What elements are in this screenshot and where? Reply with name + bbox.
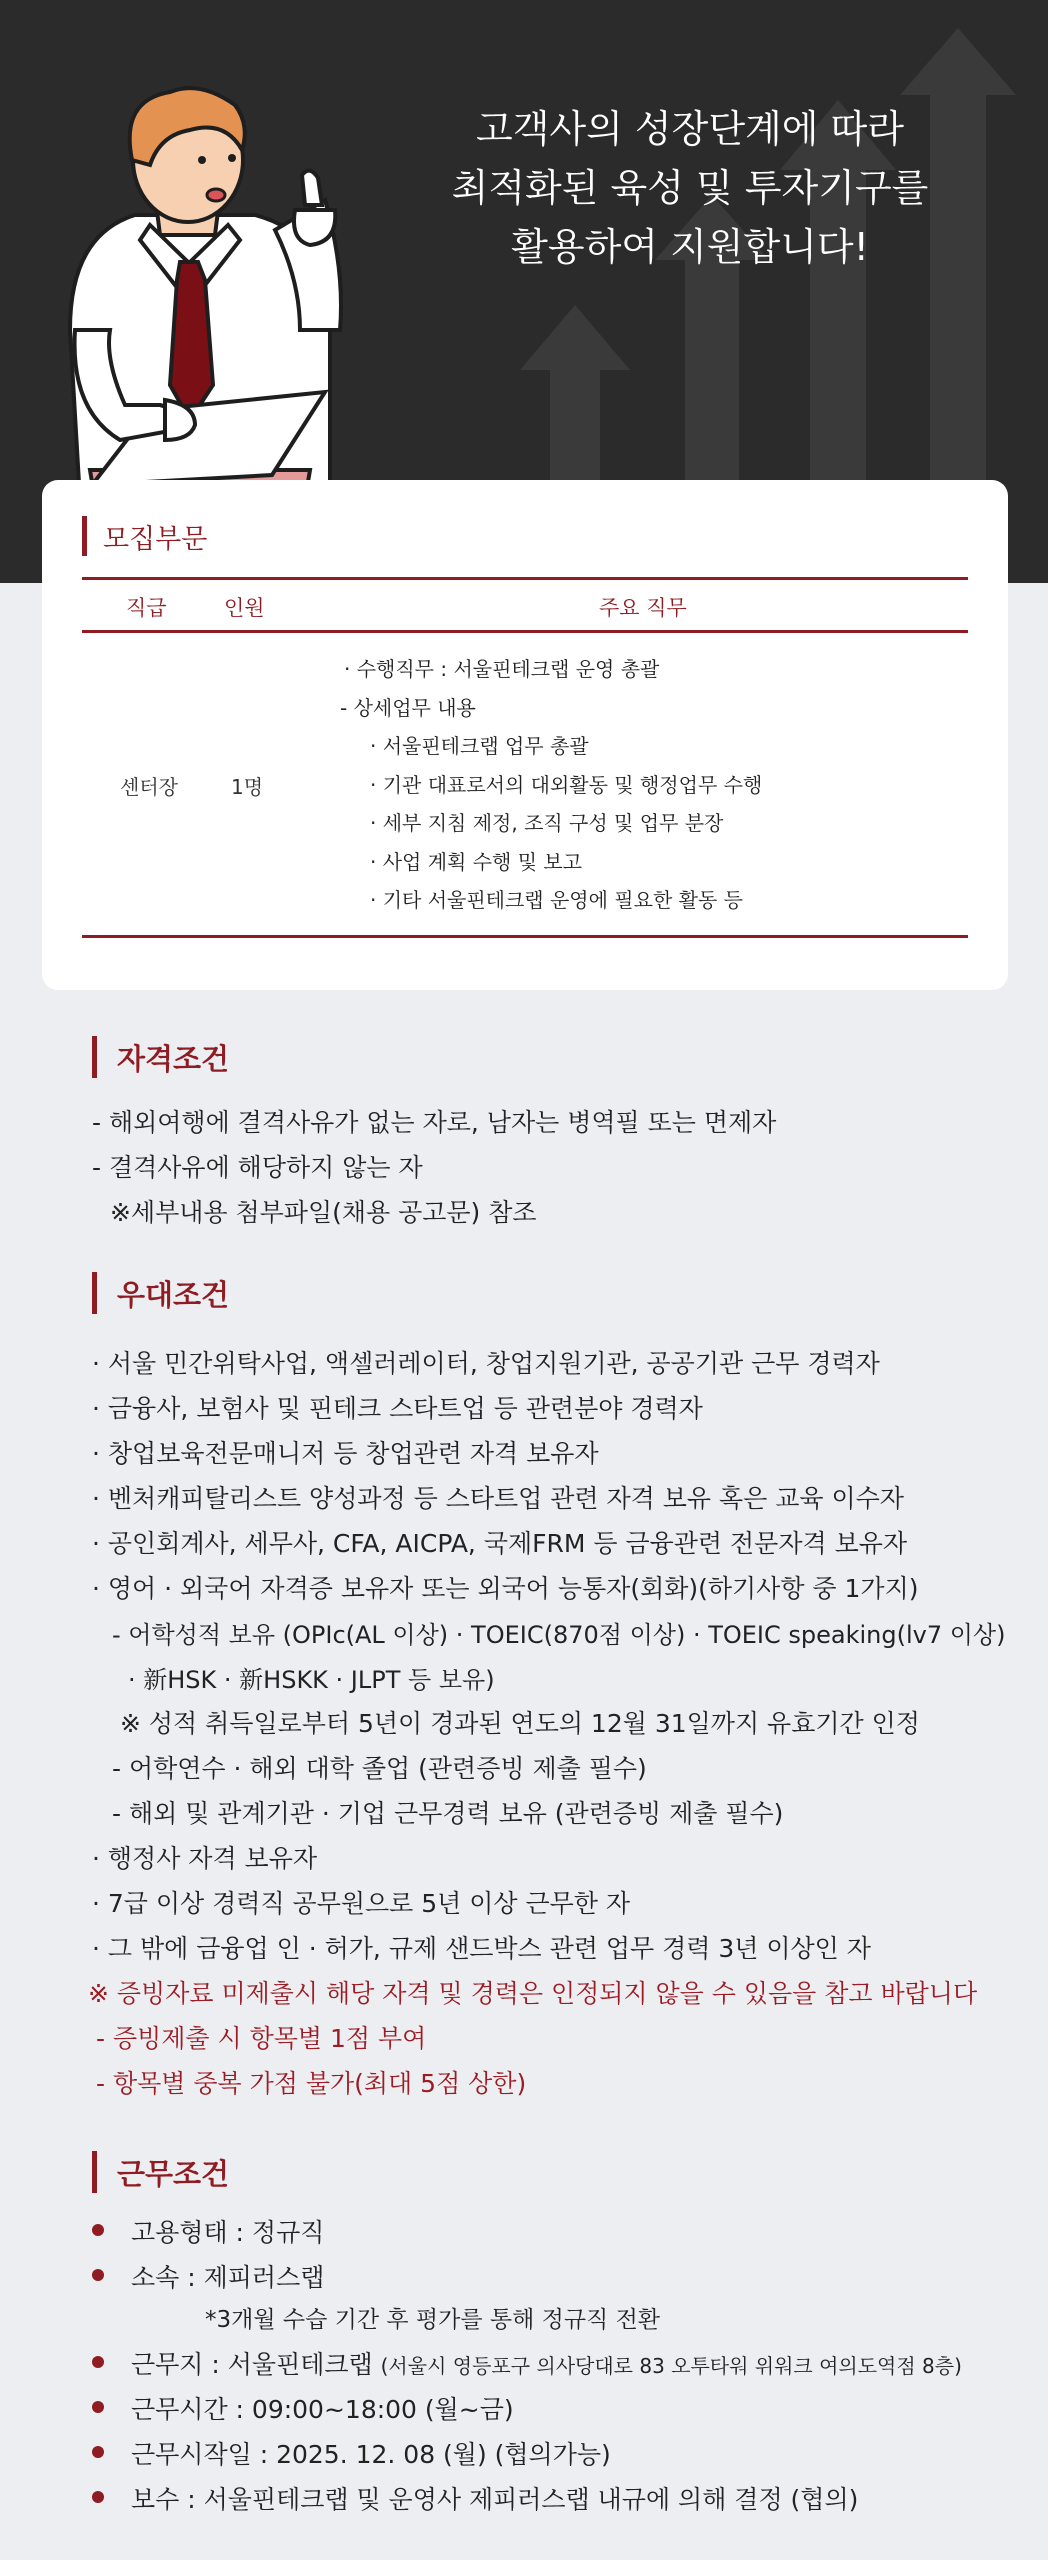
hero-headline bbox=[380, 100, 1000, 277]
table-header-row bbox=[82, 580, 968, 630]
preferences-title-text: 우대조건 bbox=[117, 1277, 230, 1312]
recruit-table bbox=[82, 577, 968, 938]
condition-item: 보수 : 서울핀테크랩 및 운영사 제피러스랩 내규에 의해 결정 (협의) bbox=[131, 2485, 859, 2514]
duty-item: · 기관 대표로서의 대외활동 및 행정업무 수행 bbox=[370, 773, 763, 797]
bullet-dot bbox=[92, 2269, 104, 2281]
bullet-dot bbox=[92, 2401, 104, 2413]
probation-note: *3개월 수습 기간 후 평가를 통해 정규직 전환 bbox=[205, 2307, 661, 2333]
preference-item: · 서울 민간위탁사업, 액셀러레이터, 창업지원기관, 공공기관 근무 경력자 bbox=[92, 1349, 880, 1378]
location-detail: (서울시 영등포구 의사당대로 83 오투타워 위워크 여의도역점 8층) bbox=[380, 2354, 962, 2378]
preference-item: · 공인회계사, 세무사, CFA, AICPA, 국제FRM 등 금융관련 전문자격 보유자 bbox=[92, 1529, 908, 1558]
preference-item: · 7급 이상 경력직 공무원으로 5년 이상 근무한 자 bbox=[92, 1889, 631, 1918]
qualifications-title-text: 자격조건 bbox=[117, 1041, 230, 1076]
duty-item: · 기타 서울핀테크랩 운영에 필요한 활동 등 bbox=[370, 888, 743, 912]
preference-subitem: - 어학성적 보유 (OPIc(AL 이상) · TOEIC(870점 이상) · TOEIC speaking(lv7 이상) bbox=[112, 1621, 1006, 1649]
title-accent-bar bbox=[92, 2151, 97, 2193]
conditions-title-text: 근무조건 bbox=[117, 2156, 230, 2191]
preference-item: · 그 밖에 금융업 인 · 허가, 규제 샌드박스 관련 업무 경력 3년 이상인 자 bbox=[92, 1934, 871, 1963]
evidence-note: - 항목별 중복 가점 불가(최대 5점 상한) bbox=[96, 2069, 527, 2098]
preference-subitem: - 어학연수 · 해외 대학 졸업 (관련증빙 제출 필수) bbox=[112, 1754, 647, 1783]
recruit-section-title bbox=[82, 516, 207, 556]
hero-line-3: 활용하여 지원합니다! bbox=[511, 225, 869, 269]
duty-item: · 서울핀테크랩 업무 총괄 bbox=[370, 734, 589, 758]
businessman-graphic bbox=[70, 88, 341, 500]
preference-item: · 창업보육전문매니저 등 창업관련 자격 보유자 bbox=[92, 1439, 599, 1468]
qualification-note: ※세부내용 첨부파일(채용 공고문) 참조 bbox=[110, 1198, 537, 1227]
location-label: 근무지 : 서울핀테크랩 bbox=[131, 2350, 373, 2379]
qualification-item: - 결격사유에 해당하지 않는 자 bbox=[92, 1153, 423, 1182]
duty-item: · 세부 지침 제정, 조직 구성 및 업무 분장 bbox=[370, 811, 724, 835]
qualification-item: - 해외여행에 결격사유가 없는 자로, 남자는 병역필 또는 면제자 bbox=[92, 1108, 777, 1137]
condition-item: 근무시간 : 09:00~18:00 (월~금) bbox=[131, 2395, 514, 2424]
preference-subnote: ※ 성적 취득일로부터 5년이 경과된 연도의 12월 31일까지 유효기간 인정 bbox=[120, 1709, 920, 1738]
evidence-notice: ※ 증빙자료 미제출시 해당 자격 및 경력은 인정되지 않을 수 있음을 참고 바랍니다 bbox=[88, 1979, 978, 2008]
title-accent-bar bbox=[82, 516, 87, 556]
table-row bbox=[82, 633, 968, 935]
preference-item: · 영어 · 외국어 자격증 보유자 또는 외국어 능통자(회화)(하기사항 중 1가지) bbox=[92, 1574, 919, 1603]
title-accent-bar bbox=[92, 1272, 97, 1314]
title-accent-bar bbox=[92, 1036, 97, 1078]
recruit-title-text: 모집부문 bbox=[103, 523, 208, 555]
preferences-title bbox=[92, 1272, 229, 1314]
preference-subitem: · 新HSK · 新HSKK · JLPT 등 보유) bbox=[128, 1666, 495, 1694]
cell-rank: 센터장 bbox=[120, 775, 178, 799]
duty-item: - 상세업무 내용 bbox=[340, 696, 476, 720]
header-duties: 주요 직무 bbox=[599, 596, 687, 620]
bullet-dot bbox=[92, 2491, 104, 2503]
conditions-section bbox=[92, 2151, 229, 2193]
condition-item: 소속 : 제피러스랩 bbox=[131, 2263, 325, 2292]
preference-subitem: - 해외 및 관계기관 · 기업 근무경력 보유 (관련증빙 제출 필수) bbox=[112, 1799, 784, 1828]
header-rank: 직급 bbox=[126, 596, 167, 620]
conditions-title bbox=[92, 2151, 229, 2193]
recruit-card bbox=[42, 480, 1008, 990]
preference-item: · 벤처캐피탈리스트 양성과정 등 스타트업 관련 자격 보유 혹은 교육 이수자 bbox=[92, 1484, 904, 1513]
bullet-dot bbox=[92, 2224, 104, 2236]
duty-item: · 사업 계획 수행 및 보고 bbox=[370, 850, 583, 874]
duty-item: · 수행직무 : 서울핀테크랩 운영 총괄 bbox=[344, 657, 660, 681]
preference-item: · 행정사 자격 보유자 bbox=[92, 1844, 317, 1873]
bullet-dot bbox=[92, 2446, 104, 2458]
condition-item-location bbox=[131, 2345, 962, 2381]
condition-item: 고용형태 : 정규직 bbox=[131, 2218, 325, 2247]
hero-line-2: 최적화된 육성 및 투자기구를 bbox=[451, 166, 929, 210]
hero-line-1: 고객사의 성장단계에 따라 bbox=[476, 107, 904, 151]
evidence-note: - 증빙제출 시 항목별 1점 부여 bbox=[96, 2024, 427, 2053]
header-count: 인원 bbox=[224, 596, 265, 620]
qualifications-title bbox=[92, 1036, 229, 1078]
table-bottom-rule bbox=[82, 935, 968, 938]
condition-item: 근무시작일 : 2025. 12. 08 (월) (협의가능) bbox=[131, 2440, 611, 2469]
cell-count: 1명 bbox=[231, 775, 264, 799]
qualifications-section bbox=[92, 1036, 229, 1078]
preferences-section bbox=[92, 1272, 229, 1314]
bullet-dot bbox=[92, 2356, 104, 2368]
preference-item: · 금융사, 보험사 및 핀테크 스타트업 등 관련분야 경력자 bbox=[92, 1394, 703, 1423]
